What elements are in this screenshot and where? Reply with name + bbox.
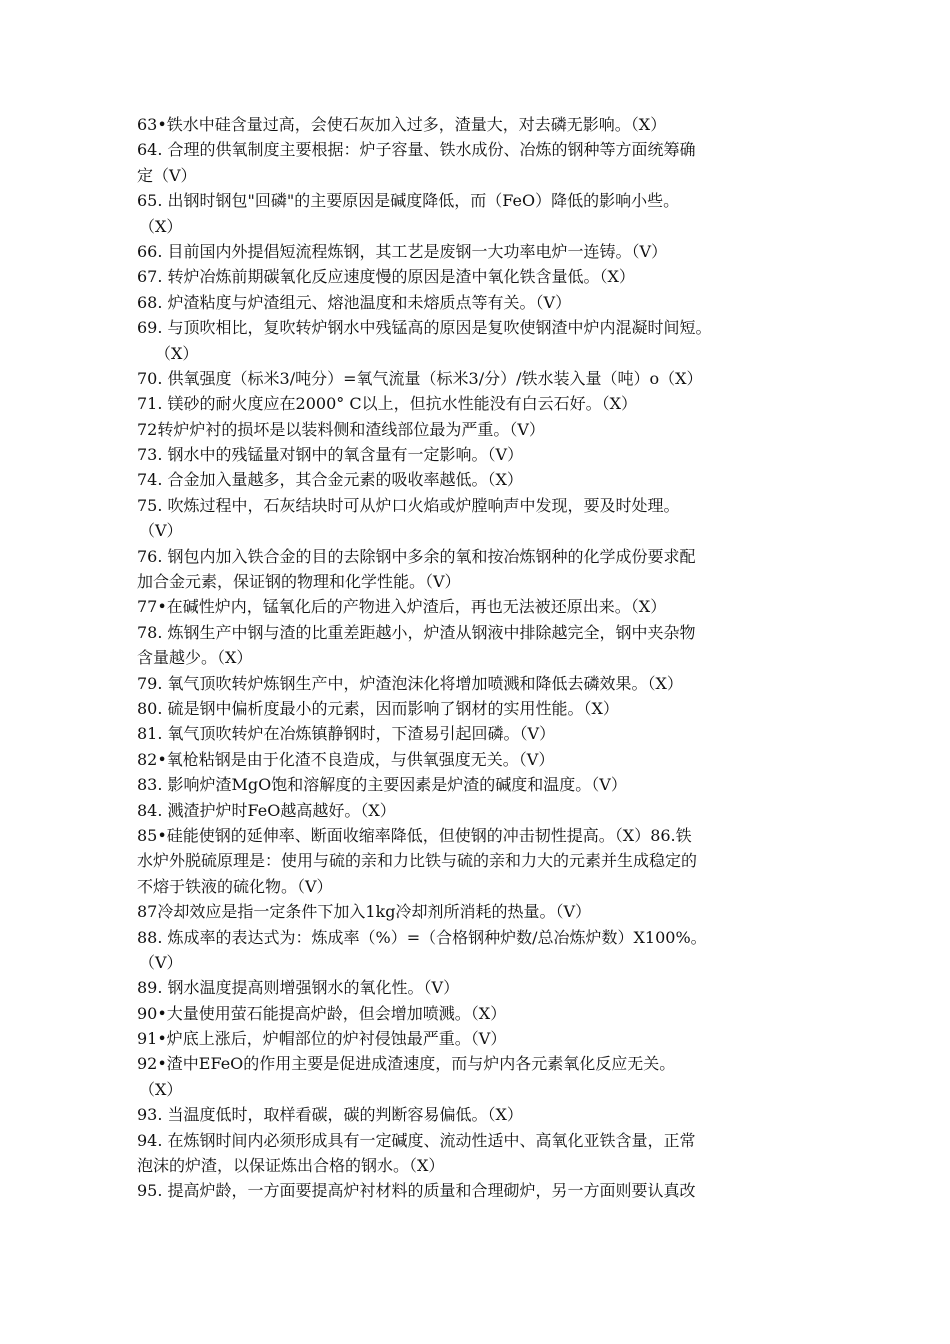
document-body: [137, 112, 817, 1204]
text-line: （X）: [155, 343, 199, 363]
text-line: 89. 钢水温度提高则增强钢水的氧化性。（V）: [137, 978, 460, 998]
text-line: 不熔于铁液的硫化物。（V）: [137, 876, 333, 896]
text-line: 94. 在炼钢时间内必须形成具有一定碱度、流动性适中、高氧化亚铁含量，正常: [137, 1130, 696, 1150]
text-line: 68. 炉渣粘度与炉渣组元、熔池温度和未熔质点等有关。（V）: [137, 292, 572, 312]
text-line: 93. 当温度低时，取样看碳，碳的判断容易偏低。（X）: [137, 1105, 523, 1125]
text-line: 水炉外脱硫原理是：使用与硫的亲和力比铁与硫的亲和力大的元素并生成稳定的: [137, 851, 698, 871]
text-line: 加合金元素，保证钢的物理和化学性能。（V）: [137, 572, 461, 592]
text-line: 泡沫的炉渣，以保证炼出合格的钢水。（X）: [137, 1156, 445, 1176]
text-line: 92•渣中EFeO的作用主要是促进成渣速度，而与炉内各元素氧化反应无关。: [137, 1054, 676, 1074]
text-line: 90•大量使用萤石能提高炉龄，但会增加喷溅。（X）: [137, 1003, 507, 1023]
text-line: 66. 目前国内外提倡短流程炼钢，其工艺是废钢一大功率电炉一连铸。（V）: [137, 241, 668, 261]
text-line: 67. 转炉冶炼前期碳氧化反应速度慢的原因是渣中氧化铁含量低。（X）: [137, 267, 635, 287]
text-line: 91•炉底上涨后，炉帽部位的炉衬侵蚀最严重。（V）: [137, 1029, 507, 1049]
text-line: 64. 合理的供氧制度主要根据：炉子容量、铁水成份、冶炼的钢种等方面统筹确: [137, 140, 696, 160]
text-line: 77•在碱性炉内，锰氧化后的产物进入炉渣后，再也无法被还原出来。（X）: [137, 597, 667, 617]
text-line: （V）: [139, 521, 183, 541]
text-line: 63•铁水中硅含量过高，会使石灰加入过多，渣量大，对去磷无影响。（X）: [137, 115, 667, 134]
text-line: 69. 与顶吹相比，复吹转炉钢水中残锰高的原因是复吹使钢渣中炉内混凝时间短。: [137, 318, 712, 338]
text-line: 76. 钢包内加入铁合金的目的去除钢中多余的氧和按冶炼钢种的化学成份要求配: [137, 546, 696, 566]
text-line: 95. 提高炉龄，一方面要提高炉衬材料的质量和合理砌炉，另一方面则要认真改: [137, 1181, 696, 1201]
text-line: 81. 氧气顶吹转炉在冶炼镇静钢时，下渣易引起回磷。（V）: [137, 724, 556, 744]
text-line: 80. 硫是钢中偏析度最小的元素，因而影响了钢材的实用性能。（X）: [137, 698, 619, 718]
text-line: 75. 吹炼过程中，石灰结块时可从炉口火焰或炉膛响声中发现，要及时处理。: [137, 495, 680, 515]
text-line: 73. 钢水中的残锰量对钢中的氧含量有一定影响。（V）: [137, 445, 524, 465]
text-line: 82•氧枪粘钢是由于化渣不良造成，与供氧强度无关。（V）: [137, 749, 555, 769]
text-line: 87冷却效应是指一定条件下加入1kg冷却剂所消耗的热量。（V）: [137, 902, 592, 922]
text-line: 84. 溅渣护炉时FeO越高越好。（X）: [137, 800, 396, 820]
text-line: 79. 氧气顶吹转炉炼钢生产中，炉渣泡沫化将增加喷溅和降低去磷效果。（X）: [137, 673, 683, 693]
text-line: 85•硅能使钢的延伸率、断面收缩率降低，但使钢的冲击韧性提高。（X）86.铁: [137, 825, 692, 845]
text-line: 71. 镁砂的耐火度应在2000° C以上，但抗水性能没有白云石好。（X）: [137, 394, 637, 414]
text-line: 72转炉炉衬的损坏是以装料侧和渣线部位最为严重。（V）: [137, 419, 545, 439]
text-line: 88. 炼成率的表达式为：炼成率（%）=（合格钢种炉数/总冶炼炉数）X100%。: [137, 927, 707, 947]
text-line: 70. 供氧强度（标米3/吨分）=氧气流量（标米3/分）/铁水装入量（吨）o（X）: [137, 368, 703, 388]
text-line: （X）: [139, 216, 183, 236]
text-line: （V）: [139, 952, 183, 972]
text-line: 定（V）: [137, 165, 197, 185]
text-line: 74. 合金加入量越多，其合金元素的吸收率越低。（X）: [137, 470, 523, 490]
text-line: （X）: [139, 1079, 183, 1099]
text-line: 65. 出钢时钢包"回磷"的主要原因是碱度降低，而（FeO）降低的影响小些。: [137, 191, 680, 211]
text-line: 78. 炼钢生产中钢与渣的比重差距越小，炉渣从钢液中排除越完全，钢中夹杂物: [137, 622, 696, 642]
text-line: 含量越少。（X）: [137, 648, 253, 668]
text-line: 83. 影响炉渣MgO饱和溶解度的主要因素是炉渣的碱度和温度。（V）: [137, 775, 627, 795]
